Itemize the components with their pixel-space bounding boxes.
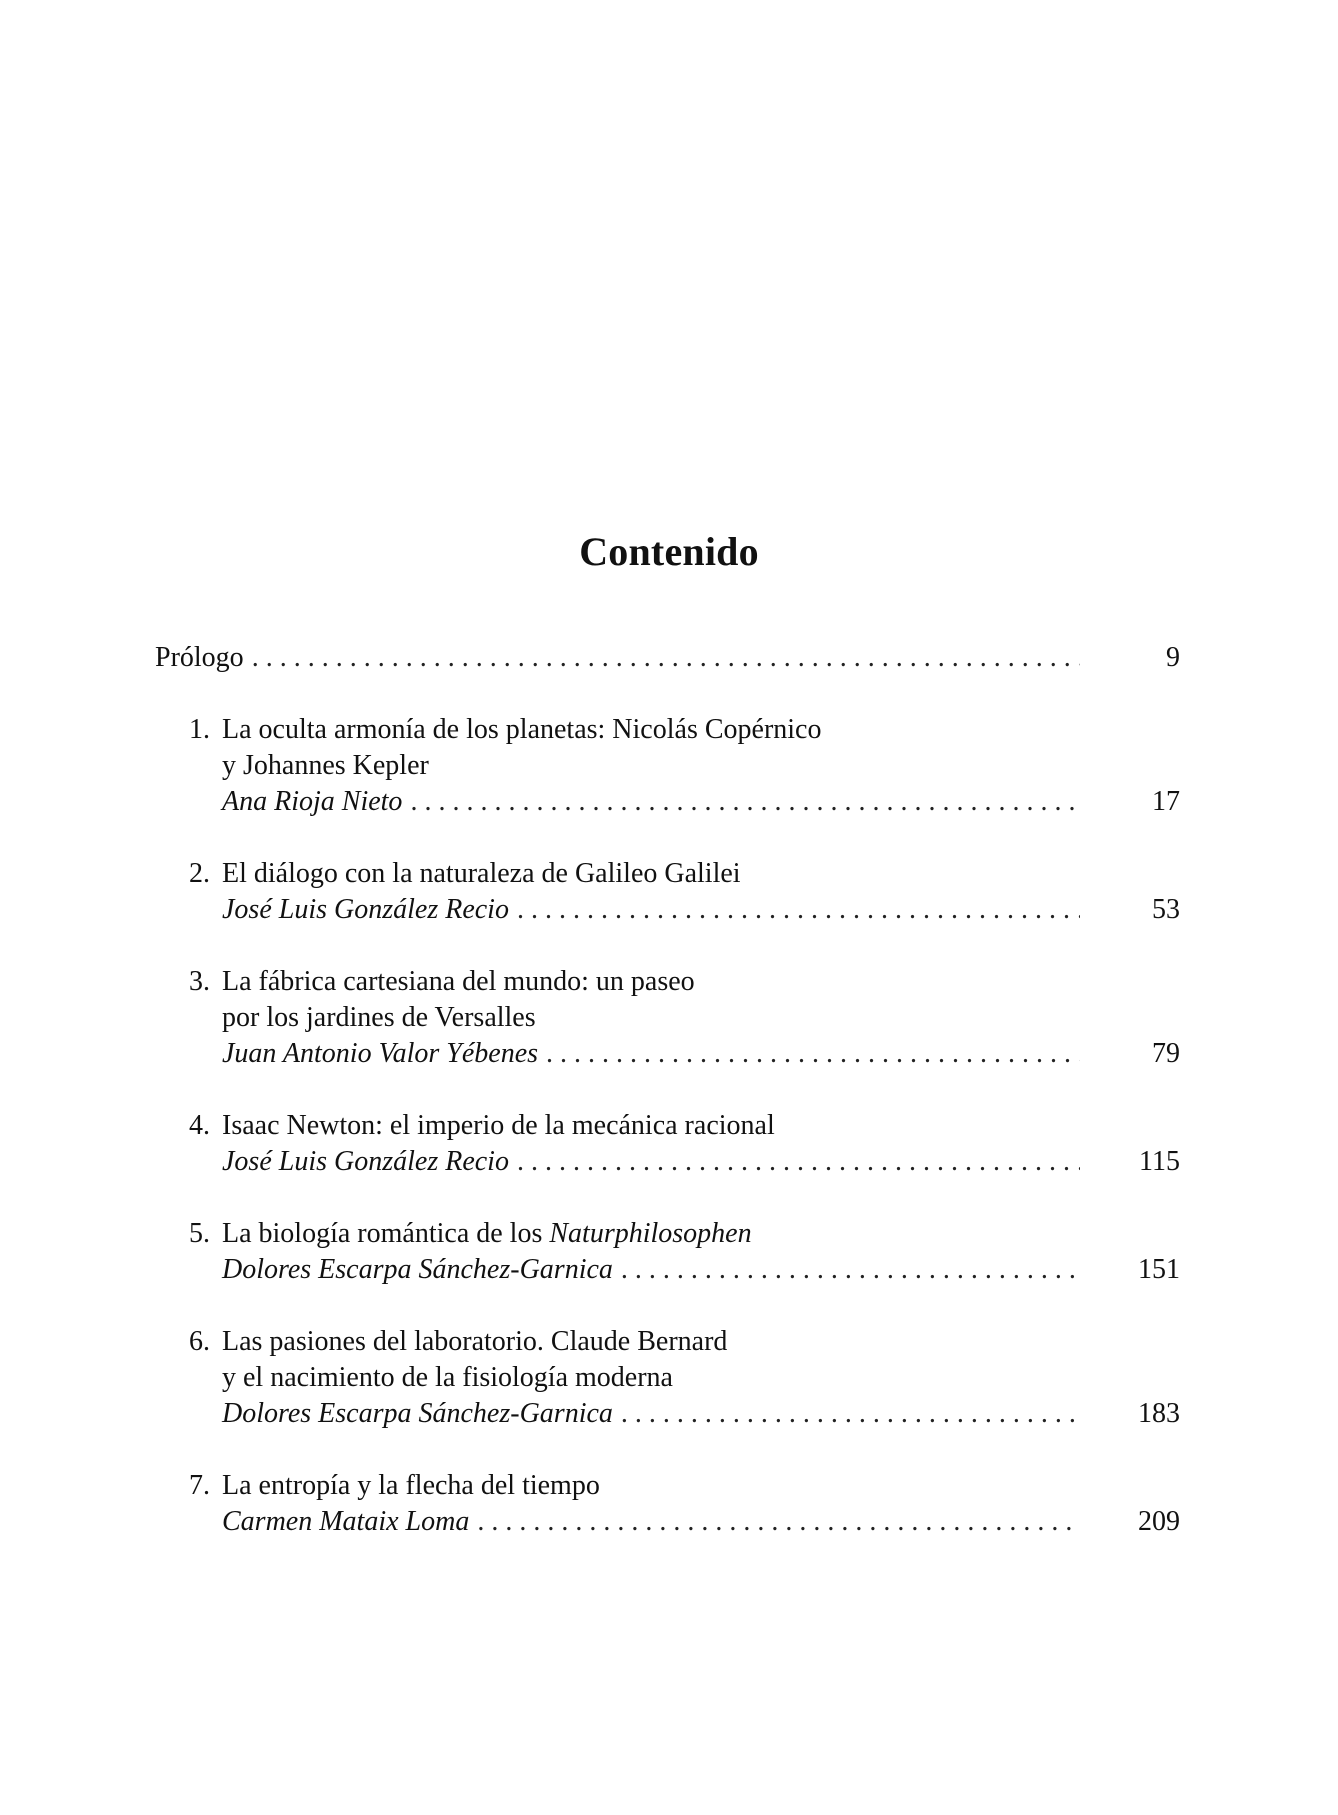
chapter-author: Juan Antonio Valor Yébenes <box>222 1038 539 1069</box>
chapter-title-line: por los jardines de Versalles <box>222 1002 536 1033</box>
dot-leader <box>252 640 1080 676</box>
page-number: 115 <box>1139 1146 1180 1177</box>
toc-entry-prologue[interactable] <box>155 640 1180 676</box>
chapter-title-line: y Johannes Kepler <box>222 750 429 781</box>
dot-leader <box>621 1252 1080 1288</box>
dot-leader <box>546 1036 1080 1072</box>
page-title: Contenido <box>579 529 759 574</box>
toc-entry-chapter-7[interactable] <box>155 1468 1180 1540</box>
chapter-number: 4. <box>189 1110 210 1141</box>
chapter-title-line: La entropía y la flecha del tiempo <box>222 1470 600 1501</box>
toc-entry-chapter-5[interactable] <box>155 1216 1180 1288</box>
page-number: 209 <box>1138 1506 1180 1537</box>
chapter-title-italic: Naturphilosophen <box>549 1218 752 1249</box>
table-of-contents <box>155 640 1180 1540</box>
prologue-label: Prólogo <box>155 642 244 673</box>
chapter-title-prefix: La biología romántica de los <box>222 1218 550 1249</box>
chapter-number: 3. <box>189 966 210 997</box>
chapter-number: 6. <box>189 1326 210 1357</box>
chapter-title-line: La fábrica cartesiana del mundo: un paseo <box>222 966 695 997</box>
dot-leader <box>517 1144 1080 1180</box>
page-number: 17 <box>1152 786 1180 817</box>
chapter-author: Dolores Escarpa Sánchez-Garnica <box>222 1398 613 1429</box>
dot-leader <box>410 784 1080 820</box>
dot-leader <box>621 1396 1080 1432</box>
page-number: 53 <box>1152 894 1180 925</box>
chapter-number: 7. <box>189 1470 210 1501</box>
page-number: 151 <box>1138 1254 1180 1285</box>
toc-entry-chapter-3[interactable] <box>155 964 1180 1072</box>
chapter-author: Ana Rioja Nieto <box>222 786 403 817</box>
chapter-author: José Luis González Recio <box>222 1146 509 1177</box>
chapter-author: Carmen Mataix Loma <box>222 1506 470 1537</box>
dot-leader <box>477 1504 1080 1540</box>
chapter-number: 5. <box>189 1218 210 1249</box>
chapter-title-line: Las pasiones del laboratorio. Claude Bernard <box>222 1326 728 1357</box>
chapter-title-line <box>222 1216 752 1252</box>
toc-entry-chapter-6[interactable] <box>155 1324 1180 1432</box>
chapter-number: 2. <box>189 858 210 889</box>
toc-entry-chapter-2[interactable] <box>155 856 1180 928</box>
page-number: 9 <box>1166 642 1180 673</box>
chapter-author: José Luis González Recio <box>222 894 509 925</box>
toc-entry-chapter-1[interactable] <box>155 712 1180 820</box>
chapter-title-line: Isaac Newton: el imperio de la mecánica racional <box>222 1110 775 1141</box>
chapter-number: 1. <box>189 714 210 745</box>
page-number: 183 <box>1138 1398 1180 1429</box>
chapter-author: Dolores Escarpa Sánchez-Garnica <box>222 1254 613 1285</box>
chapter-title-line: y el nacimiento de la fisiología moderna <box>222 1362 673 1393</box>
chapter-title-line: La oculta armonía de los planetas: Nicolás Copérnico <box>222 714 822 745</box>
page-number: 79 <box>1152 1038 1180 1069</box>
toc-entry-chapter-4[interactable] <box>155 1108 1180 1180</box>
chapter-title-line: El diálogo con la naturaleza de Galileo Galilei <box>222 858 741 889</box>
dot-leader <box>517 892 1080 928</box>
